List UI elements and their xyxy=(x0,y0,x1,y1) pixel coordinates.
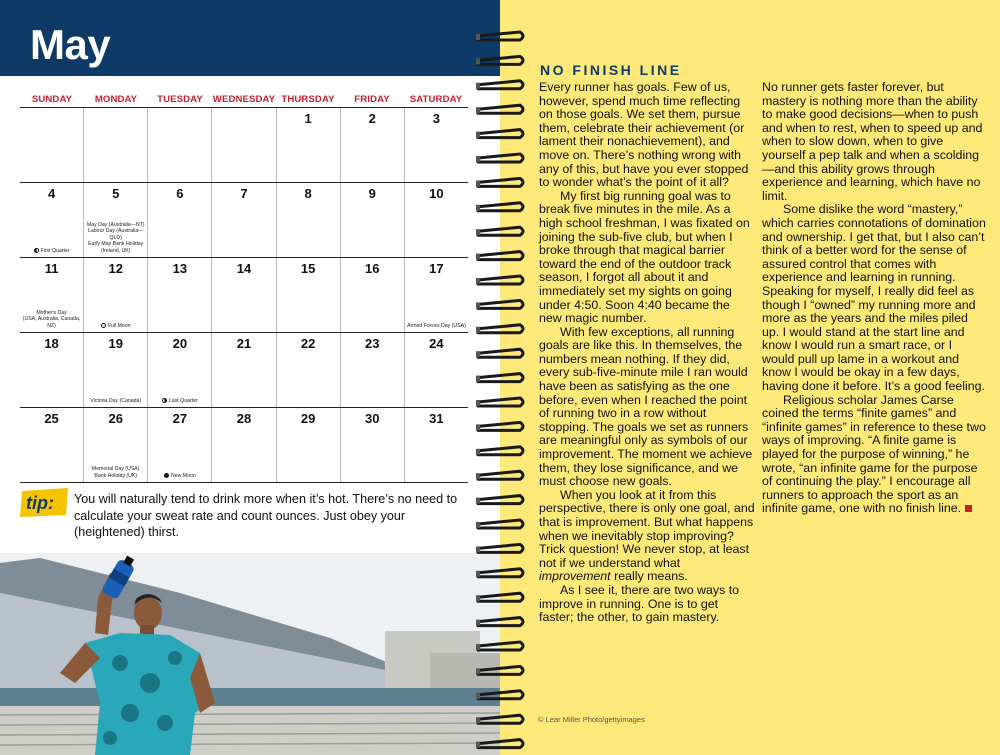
spiral-ring xyxy=(476,691,523,699)
day-cell xyxy=(83,258,147,332)
day-number: 27 xyxy=(172,411,188,426)
weekday-thursday: THURSDAY xyxy=(281,94,335,105)
article-paragraph xyxy=(762,394,987,516)
day-cell xyxy=(340,258,404,332)
day-number: 7 xyxy=(240,186,248,201)
day-number: 6 xyxy=(176,186,184,201)
day-number: 8 xyxy=(304,186,312,201)
spiral-binding xyxy=(476,0,530,755)
article-text: Religious scholar James Carse coined the terms “finite games” and “infinite games” in reference to these two ways of improving. “A finite game is played for the purpose of winning,” he wrote, “an infinite game for the purpose of continuing the play.” I encourage all runners to approach the sport as an infinite game, one with no finish line. xyxy=(762,392,986,516)
day-number: 31 xyxy=(429,411,444,426)
day-number: 19 xyxy=(108,336,123,351)
end-mark-icon xyxy=(965,505,972,512)
day-note-text: Last Quarter xyxy=(168,397,198,404)
calendar-grid xyxy=(20,108,468,483)
month-title: May xyxy=(30,21,111,68)
article-paragraph: As I see it, there are two ways to improve in running. One is to get faster; the other, to gain mastery. xyxy=(539,582,740,625)
day-cell xyxy=(211,108,275,182)
day-cell xyxy=(147,333,211,407)
moon-phase-icon xyxy=(34,248,39,253)
day-number: 17 xyxy=(429,261,444,276)
day-cell xyxy=(404,408,468,482)
day-note-text: Armed Forces Day (USA) xyxy=(407,322,466,329)
calendar-week xyxy=(20,333,468,408)
spiral-ring xyxy=(476,422,523,430)
weekday-header-row xyxy=(20,93,468,108)
spiral-ring xyxy=(476,32,523,40)
day-cell xyxy=(20,258,83,332)
article-paragraph xyxy=(539,489,755,584)
spiral-ring xyxy=(476,276,523,284)
day-number: 24 xyxy=(429,336,444,351)
moon-phase-icon xyxy=(101,323,106,328)
day-cell xyxy=(211,408,275,482)
runner-drinking-photo xyxy=(0,553,500,755)
article-column-1 xyxy=(539,81,755,625)
spiral-ring xyxy=(476,520,523,528)
calendar-week xyxy=(20,408,468,483)
day-note-text: New Moon xyxy=(170,472,196,479)
day-number: 3 xyxy=(432,111,441,126)
day-number: 28 xyxy=(236,411,252,426)
day-note-text: Full Moon xyxy=(107,322,131,329)
article-column-2 xyxy=(762,81,987,516)
spiral-ring xyxy=(476,544,523,552)
day-number: 1 xyxy=(304,111,312,126)
weekday-monday: MONDAY xyxy=(94,94,138,105)
day-cell xyxy=(147,183,211,257)
day-note xyxy=(84,222,147,254)
article-text: really means. xyxy=(610,569,688,584)
day-cell xyxy=(211,183,275,257)
spiral-ring xyxy=(476,447,523,455)
day-cell xyxy=(276,183,340,257)
spiral-ring xyxy=(476,203,523,211)
month-calendar xyxy=(20,93,468,483)
article-title: NO FINISH LINE xyxy=(540,62,682,78)
day-cell xyxy=(340,108,404,182)
spiral-ring xyxy=(476,56,523,64)
day-number: 21 xyxy=(236,336,252,351)
day-number: 10 xyxy=(429,186,444,201)
day-number: 20 xyxy=(172,336,188,351)
spiral-ring xyxy=(476,666,523,674)
spiral-ring xyxy=(476,471,523,479)
day-cell xyxy=(404,333,468,407)
spiral-ring xyxy=(476,740,523,748)
spiral-ring xyxy=(476,374,523,382)
photo-credit: © Lear Miller Photo/gettyimages xyxy=(538,715,645,724)
article-page xyxy=(500,0,1000,755)
day-number: 29 xyxy=(300,411,316,426)
day-cell xyxy=(20,183,83,257)
weekday-friday: FRIDAY xyxy=(354,94,390,105)
calendar-week xyxy=(20,183,468,258)
weekday-tuesday: TUESDAY xyxy=(157,94,203,105)
day-note xyxy=(84,466,147,479)
day-cell xyxy=(83,108,147,182)
day-cell xyxy=(340,333,404,407)
article-paragraph: No runner gets faster forever, but mastery is nothing more than the ability to make good decisions—when to push and when to rest, when to speed up and when to slow down, when to give yourself a pep talk and when a scolding—and this ability grows through experience and learning, which have no limit. xyxy=(762,80,983,203)
day-note-text: Memorial Day (USA) Bank Holiday (UK) xyxy=(91,466,140,479)
day-cell xyxy=(404,258,468,332)
day-cell xyxy=(147,408,211,482)
article-paragraph: My first big running goal was to break five minutes in the mile. As a high school freshman, I was fixated on joining the sub-five club, but when I broke through that magical barrier toward the end of the outdoor track season, I forgot all about it and immediately set my sights on going under 4:50. Soon 4:40 became the new magic number. xyxy=(539,188,750,326)
tip-label: tip: xyxy=(26,493,54,513)
spiral-ring xyxy=(476,496,523,504)
day-note-text: Mother's Day (USA, Australia, Canada, NZ) xyxy=(22,309,81,329)
day-number: 14 xyxy=(236,261,252,276)
day-cell xyxy=(276,108,340,182)
day-number: 25 xyxy=(44,411,59,426)
day-cell xyxy=(211,333,275,407)
day-number: 16 xyxy=(365,261,380,276)
day-number: 4 xyxy=(47,186,56,201)
day-cell xyxy=(404,183,468,257)
article-paragraph: Some dislike the word “mastery,” which carries connotations of domination and ownership. I get that, but I also can’t think of a better word for the sense of assured control that comes with experience and learning in running. Speaking for myself, I really did feel as though I “owned” my running more and more as the years and the miles piled up. I would stand at the start line and know I would run a smart race, or I would pull up lame in a workout and know I would be okay in a few days, having done it before. It’s a good feeling. xyxy=(762,202,986,394)
moon-phase-icon xyxy=(162,398,167,403)
day-number: 12 xyxy=(108,261,123,276)
calendar-week xyxy=(20,258,468,333)
day-cell xyxy=(83,408,147,482)
spiral-ring xyxy=(476,227,523,235)
article-paragraph: With few exceptions, all running goals are like this. In themselves, the numbers mean nothing. If they did, every sub-five-minute mile I ran would have been as satisfying as the one before, even when I reached the point of running two in a row without stopping. The goals we set as runners are meaningful only as symbols of our improvement. The moment we achieve them, they lose significance, and we must choose new goals. xyxy=(539,324,753,489)
article-emphasis: improvement xyxy=(539,569,611,584)
day-number: 22 xyxy=(300,336,316,351)
day-cell xyxy=(276,408,340,482)
weekday-wednesday: WEDNESDAY xyxy=(212,94,276,105)
month-header xyxy=(0,0,500,76)
day-cell xyxy=(20,408,83,482)
day-cell xyxy=(211,258,275,332)
day-cell xyxy=(20,333,83,407)
day-cell xyxy=(83,183,147,257)
spiral-ring xyxy=(476,593,523,601)
day-number: 26 xyxy=(108,411,123,426)
day-number: 2 xyxy=(368,111,376,126)
day-note xyxy=(20,248,83,254)
day-number: 11 xyxy=(44,261,59,276)
spiral-ring xyxy=(476,715,523,723)
day-note xyxy=(405,323,468,329)
day-cell xyxy=(276,333,340,407)
day-number: 9 xyxy=(368,186,376,201)
spiral-ring xyxy=(476,325,523,333)
day-note xyxy=(148,473,211,479)
spiral-ring xyxy=(476,252,523,260)
day-cell xyxy=(147,108,211,182)
spiral-ring xyxy=(476,154,523,162)
calendar-week xyxy=(20,108,468,183)
day-note xyxy=(84,323,147,329)
day-cell xyxy=(20,108,83,182)
day-cell xyxy=(276,258,340,332)
spiral-ring xyxy=(476,569,523,577)
day-note xyxy=(84,398,147,404)
day-number: 5 xyxy=(112,186,120,201)
day-note-text: May Day (Australia—NT) Labour Day (Australia—QLD) Early May Bank Holiday (Ireland, UK) xyxy=(86,221,145,254)
day-number: 23 xyxy=(365,336,380,351)
day-cell xyxy=(404,108,468,182)
spiral-ring xyxy=(476,81,523,89)
day-number: 13 xyxy=(172,261,188,276)
day-number: 30 xyxy=(365,411,380,426)
day-cell xyxy=(340,183,404,257)
day-cell xyxy=(83,333,147,407)
spiral-ring xyxy=(476,398,523,406)
day-number: 15 xyxy=(300,261,316,276)
day-note-text: Victoria Day (Canada) xyxy=(90,397,142,404)
article-paragraph: Every runner has goals. Few of us, however, spend much time reflecting on those goals. We set them, pursue them, celebrate their achievement (or lament their nonachievement), and move on. There’s nothing wrong with any of this, but have you ever stopped to wonder what’s the point of it all? xyxy=(539,80,749,190)
article-text: When you look at it from this perspective, there is only one goal, and that is improvement. But what happens when we inevitably stop improving? Trick question! We never stop, at least not if we understand what xyxy=(539,487,755,570)
weekday-saturday: SATURDAY xyxy=(409,94,463,105)
day-note xyxy=(148,398,211,404)
day-note xyxy=(20,310,83,329)
day-number: 18 xyxy=(44,336,59,351)
spiral-ring xyxy=(476,618,523,626)
day-note-text: First Quarter xyxy=(40,247,70,254)
spiral-ring xyxy=(476,178,523,186)
spiral-ring xyxy=(476,642,523,650)
moon-phase-icon xyxy=(164,473,169,478)
spiral-ring xyxy=(476,105,523,113)
tip-text: You will naturally tend to drink more when it’s hot. There’s no need to calculate your sweat rate and count ounces. Just obey your (heightened) thirst. xyxy=(74,492,458,539)
day-cell xyxy=(340,408,404,482)
spiral-ring xyxy=(476,349,523,357)
weekday-sunday: SUNDAY xyxy=(31,94,73,105)
spiral-ring xyxy=(476,130,523,138)
tip-badge xyxy=(20,488,70,518)
spiral-ring xyxy=(476,300,523,308)
day-cell xyxy=(147,258,211,332)
